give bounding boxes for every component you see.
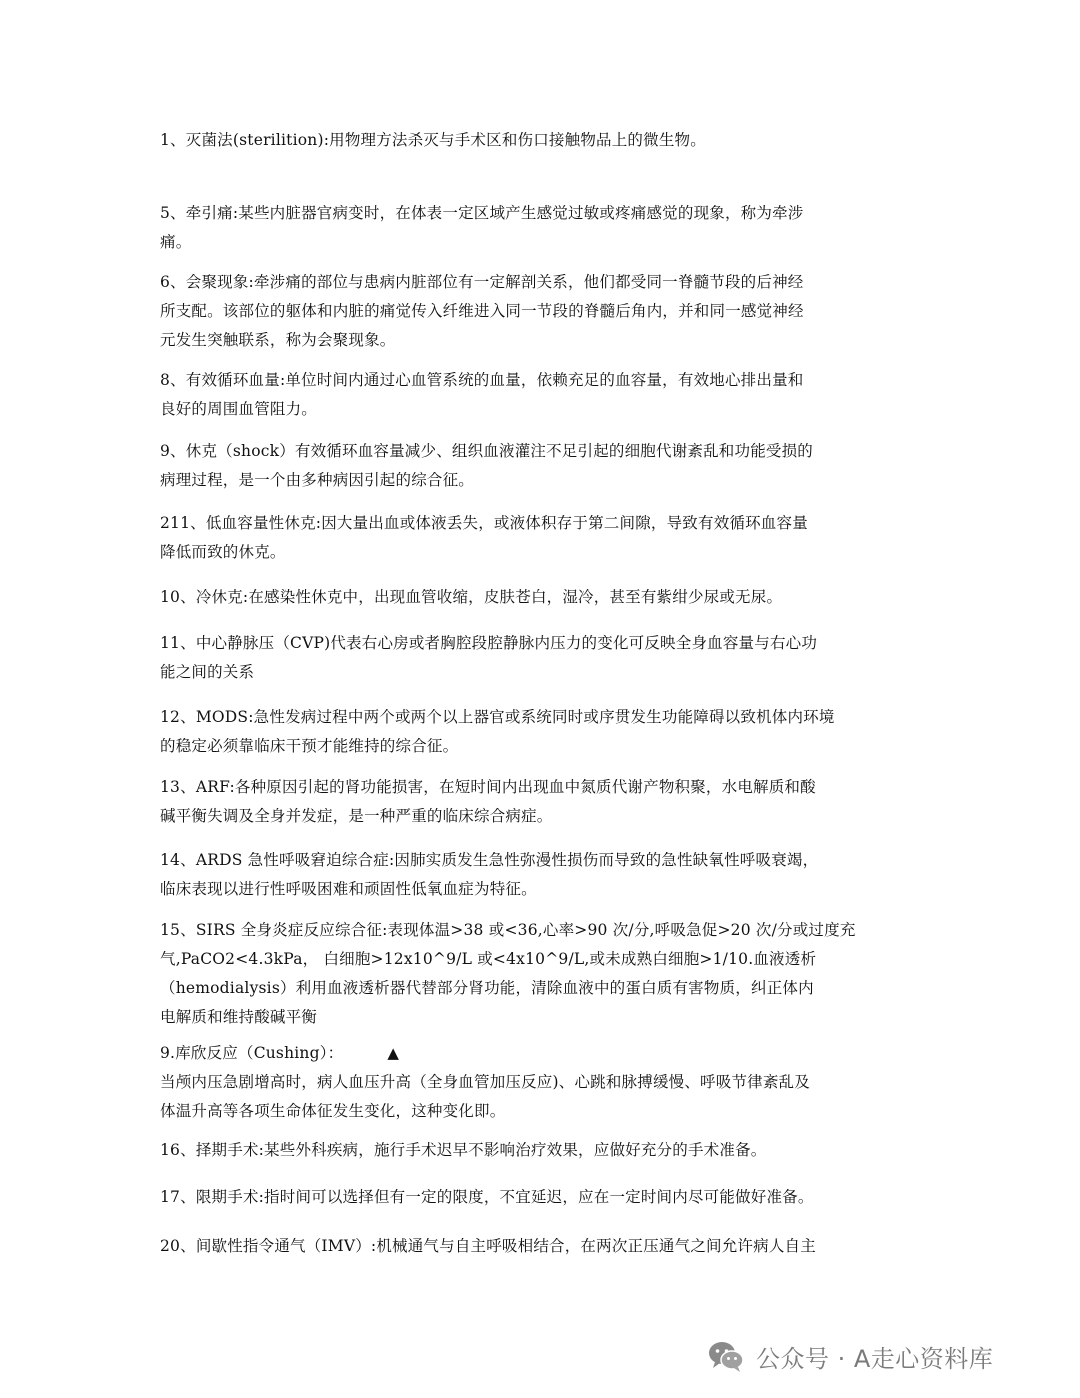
text-line: 所支配。该部位的躯体和内脏的痛觉传入纤维进入同一节段的脊髓后角内，并和同一感觉神经 [160, 302, 804, 320]
text-line: 14、ARDS 急性呼吸窘迫综合症:因肺实质发生急性弥漫性损伤而导致的急性缺氧性呼吸衰竭， [160, 851, 819, 869]
text-line: 211、低血容量性休克:因大量出血或体液丢失，或液体积存于第二间隙，导致有效循环血容量 [160, 514, 808, 532]
text-line: 20、间歇性指令通气（IMV）:机械通气与自主呼吸相结合，在两次正压通气之间允许病人自主 [160, 1237, 816, 1255]
text-line: 体温升高等各项生命体征发生变化，这种变化即。 [160, 1102, 506, 1120]
text-line: 能之间的关系 [160, 663, 255, 681]
text-line: 12、MODS:急性发病过程中两个或两个以上器官或系统同时或序贯发生功能障碍以致机体内环境 [160, 708, 835, 726]
paragraph-cvp [160, 629, 922, 687]
text-line: 良好的周围血管阻力。 [160, 400, 318, 418]
paragraph-hypovolemic-shock [160, 509, 922, 567]
text-line: 元发生突触联系，称为会聚现象。 [160, 331, 396, 349]
text-line: 临床表现以进行性呼吸困难和顽固性低氧血症为特征。 [160, 880, 537, 898]
text-line: 电解质和维持酸碱平衡 [160, 1008, 318, 1026]
paragraph-effective-circulation [160, 366, 922, 424]
paragraph-sirs [160, 916, 922, 1032]
paragraph-cushing [160, 1039, 922, 1126]
text-line: 8、有效循环血量:单位时间内通过心血管系统的血量，依赖充足的血容量，有效地心排出量和 [160, 371, 804, 389]
cushing-heading: 9.库欣反应（Cushing）： [160, 1044, 344, 1062]
paragraph-mods [160, 703, 922, 761]
text-line: （hemodialysis）利用血液透析器代替部分肾功能，清除血液中的蛋白质有害物质，纠正体内 [160, 979, 814, 997]
paragraph-arf [160, 773, 922, 831]
paragraph-limited-surgery [160, 1183, 922, 1212]
text-line: 9、休克（shock）有效循环血容量减少、组织血液灌注不足引起的细胞代谢紊乱和功能受损的 [160, 442, 814, 460]
text-line: 5、牵引痛:某些内脏器官病变时，在体表一定区域产生感觉过敏或疼痛感觉的现象，称为牵涉 [160, 204, 804, 222]
text-line: 病理过程，是一个由多种病因引起的综合征。 [160, 471, 475, 489]
paragraph-ards [160, 846, 922, 904]
text-line: 13、ARF:各种原因引起的肾功能损害，在短时间内出现血中氮质代谢产物积聚，水电解质和酸 [160, 778, 816, 796]
watermark [706, 1336, 993, 1376]
text-line: 1、灭菌法(sterilition):用物理方法杀灭与手术区和伤口接触物品上的微生物。 [160, 131, 706, 149]
text-line: 当颅内压急剧增高时，病人血压升高（全身血管加压反应)、心跳和脉搏缓慢、呼吸节律紊乱及 [160, 1073, 810, 1091]
triangle-marker-icon: ▲ [387, 1044, 400, 1062]
text-line: 10、冷休克:在感染性休克中，出现血管收缩，皮肤苍白，湿冷，甚至有紫绀少尿或无尿。 [160, 588, 783, 606]
paragraph-sterilization [160, 126, 922, 155]
paragraph-elective-surgery [160, 1136, 922, 1165]
paragraph-cold-shock [160, 583, 922, 612]
text-line: 碱平衡失调及全身并发症，是一种严重的临床综合病症。 [160, 807, 553, 825]
text-line: 气,PaCO2<4.3kPa， 白细胞>12x10^9/L 或<4x10^9/L,或未成熟白细胞>1/10.血液透析 [160, 950, 817, 968]
text-line: 15、SIRS 全身炎症反应综合征:表现体温>38 或<36,心率>90 次/分,呼吸急促>20 次/分或过度充 [160, 921, 856, 939]
paragraph-convergence [160, 268, 922, 355]
paragraph-imv [160, 1232, 922, 1261]
text-line: 降低而致的休克。 [160, 543, 286, 561]
wechat-logo-icon [706, 1336, 746, 1376]
paragraph-referred-pain [160, 199, 922, 257]
text-line: 痛。 [160, 233, 192, 251]
watermark-text: 公众号 · A走心资料库 [756, 1344, 994, 1373]
text-line: 17、限期手术:指时间可以选择但有一定的限度，不宜延迟，应在一定时间内尽可能做好准备。 [160, 1188, 814, 1206]
text-line: 11、中心静脉压（CVP)代表右心房或者胸腔段腔静脉内压力的变化可反映全身血容量与右心功 [160, 634, 818, 652]
text-line: 16、择期手术:某些外科疾病，施行手术迟早不影响治疗效果，应做好充分的手术准备。 [160, 1141, 767, 1159]
text-line: 的稳定必须靠临床干预才能维持的综合征。 [160, 737, 459, 755]
paragraph-shock [160, 437, 922, 495]
text-line [160, 1039, 922, 1068]
text-line: 6、会聚现象:牵涉痛的部位与患病内脏部位有一定解剖关系，他们都受同一脊髓节段的后神经 [160, 273, 804, 291]
